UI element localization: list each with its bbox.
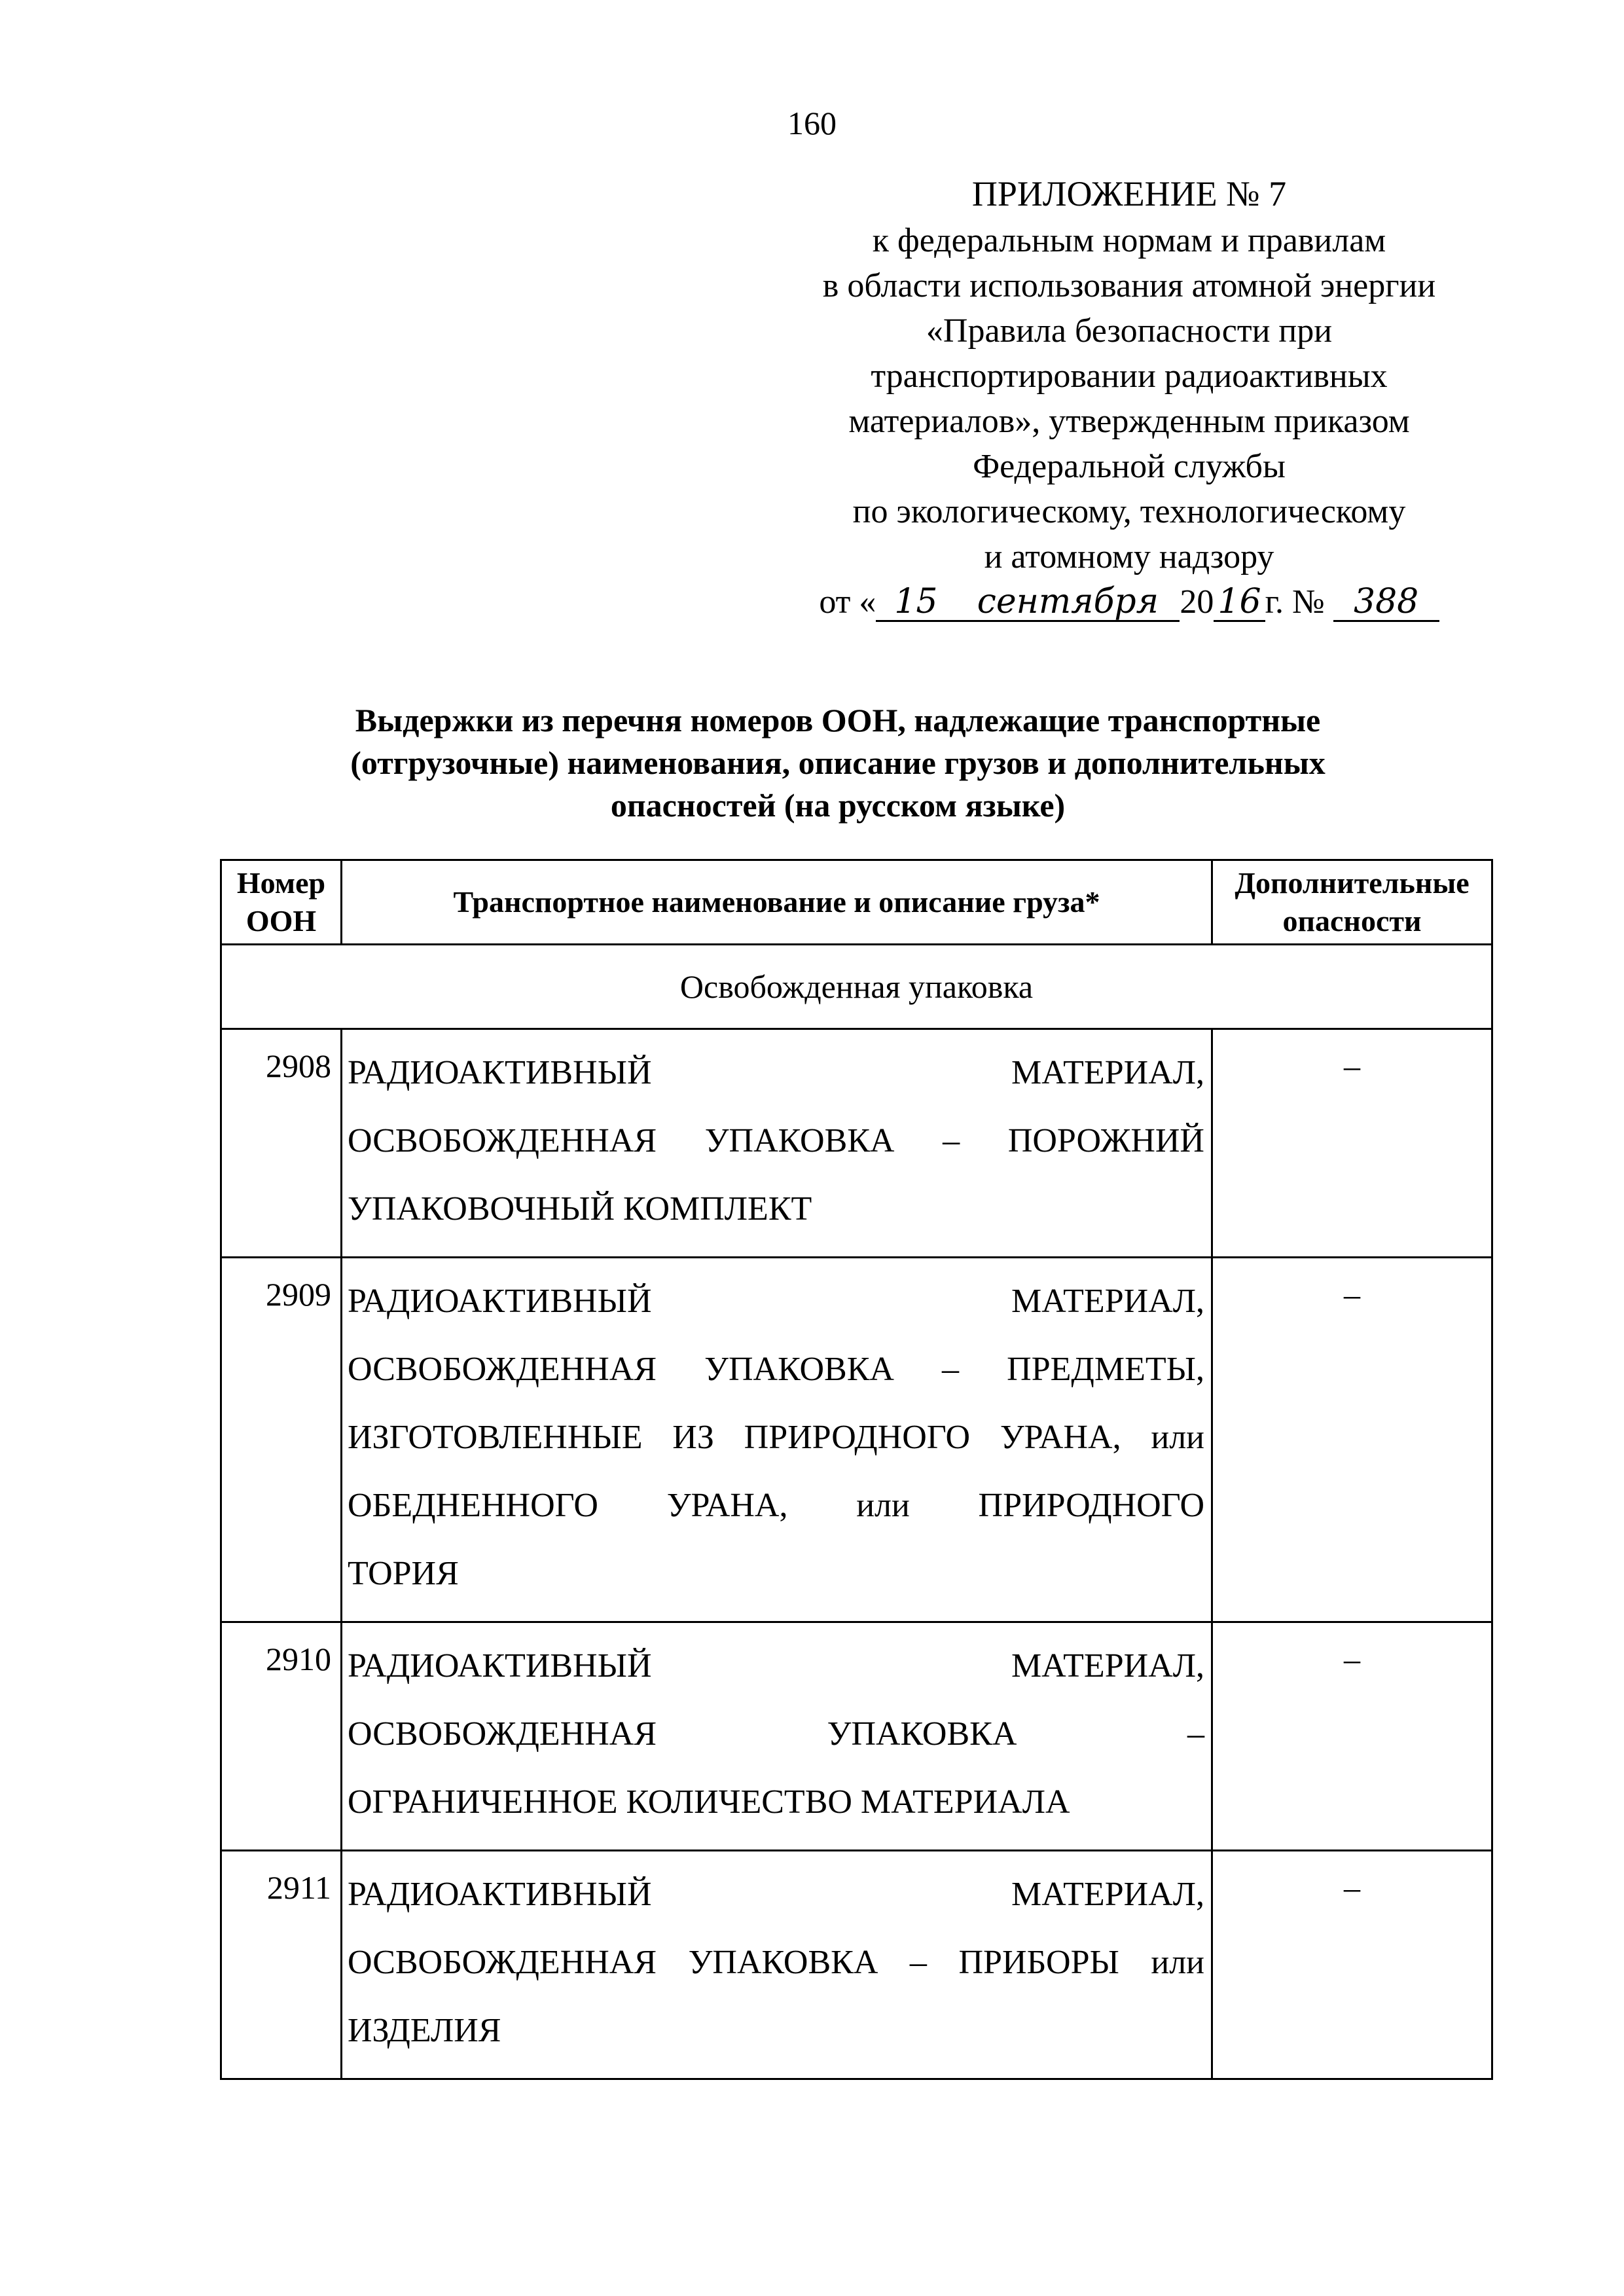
approval-block — [759, 172, 1499, 625]
approval-line: в области использования атомной энергии — [822, 267, 1436, 304]
table-row — [221, 1258, 1492, 1622]
title-line: (отгрузочные) наименования, описание грузов и дополнительных — [350, 744, 1326, 781]
subsidiary-hazard-cell: – — [1212, 1851, 1492, 2079]
handwritten-year: 16 — [1214, 583, 1265, 622]
handwritten-order-number: 388 — [1333, 583, 1439, 622]
approval-line: к федеральным нормам и правилам — [872, 222, 1386, 259]
table-row — [221, 1622, 1492, 1851]
year-prefix: 20 — [1180, 583, 1214, 621]
shipping-name-cell: РАДИОАКТИВНЫЙ МАТЕРИАЛ, ОСВОБОЖДЕННАЯ УПАКОВКА – ПРЕДМЕТЫ, ИЗГОТОВЛЕННЫЕ ИЗ ПРИРОДНОГО УРАНА, или ОБЕДНЕННОГО УРАНА, или ПРИРОДНОГО ТОРИЯ — [342, 1258, 1212, 1622]
un-number-cell: 2909 — [221, 1258, 342, 1622]
shipping-name-cell: РАДИОАКТИВНЫЙ МАТЕРИАЛ, ОСВОБОЖДЕННАЯ УПАКОВКА – ПРИБОРЫ или ИЗДЕЛИЯ — [342, 1851, 1212, 2079]
un-number-cell: 2911 — [221, 1851, 342, 2079]
section-title: Освобожденная упаковка — [221, 945, 1492, 1029]
subsidiary-hazard-cell: – — [1212, 1622, 1492, 1851]
approval-line: материалов», утвержденным приказом — [848, 403, 1410, 440]
page-number: 160 — [787, 105, 837, 141]
table-row — [221, 1029, 1492, 1258]
document-title — [216, 699, 1460, 827]
section-row — [221, 945, 1492, 1029]
approval-line: и атомному надзору — [984, 538, 1274, 575]
subsidiary-hazard-cell: – — [1212, 1029, 1492, 1258]
title-line: Выдержки из перечня номеров ООН, надлежащие транспортные — [355, 702, 1321, 738]
header-shipping-name: Транспортное наименование и описание груза* — [342, 860, 1212, 945]
shipping-name-cell: РАДИОАКТИВНЫЙ МАТЕРИАЛ, ОСВОБОЖДЕННАЯ УПАКОВКА – ОГРАНИЧЕННОЕ КОЛИЧЕСТВО МАТЕРИАЛА — [342, 1622, 1212, 1851]
table-row — [221, 1851, 1492, 2079]
un-number-cell: 2910 — [221, 1622, 342, 1851]
un-numbers-table — [220, 859, 1493, 2080]
appendix-heading: ПРИЛОЖЕНИЕ № 7 — [971, 174, 1287, 213]
handwritten-day: 15 — [876, 583, 956, 622]
year-suffix: г. № — [1265, 583, 1325, 621]
shipping-name-cell: РАДИОАКТИВНЫЙ МАТЕРИАЛ, ОСВОБОЖДЕННАЯ УПАКОВКА – ПОРОЖНИЙ УПАКОВОЧНЫЙ КОМПЛЕКТ — [342, 1029, 1212, 1258]
table-header-row — [221, 860, 1492, 945]
header-un-number: Номер ООН — [221, 860, 342, 945]
title-line: опасностей (на русском языке) — [610, 787, 1066, 824]
header-subsidiary-hazards: Дополнительные опасности — [1212, 860, 1492, 945]
approval-line: по экологическому, технологическому — [852, 493, 1406, 530]
order-prefix: от « — [819, 583, 876, 621]
approval-line: транспортировании радиоактивных — [871, 357, 1388, 395]
subsidiary-hazard-cell: – — [1212, 1258, 1492, 1622]
approval-line: «Правила безопасности при — [926, 312, 1333, 350]
un-number-cell: 2908 — [221, 1029, 342, 1258]
handwritten-month: сентября — [956, 583, 1180, 622]
order-date-line — [759, 579, 1499, 625]
approval-line: Федеральной службы — [973, 448, 1286, 485]
